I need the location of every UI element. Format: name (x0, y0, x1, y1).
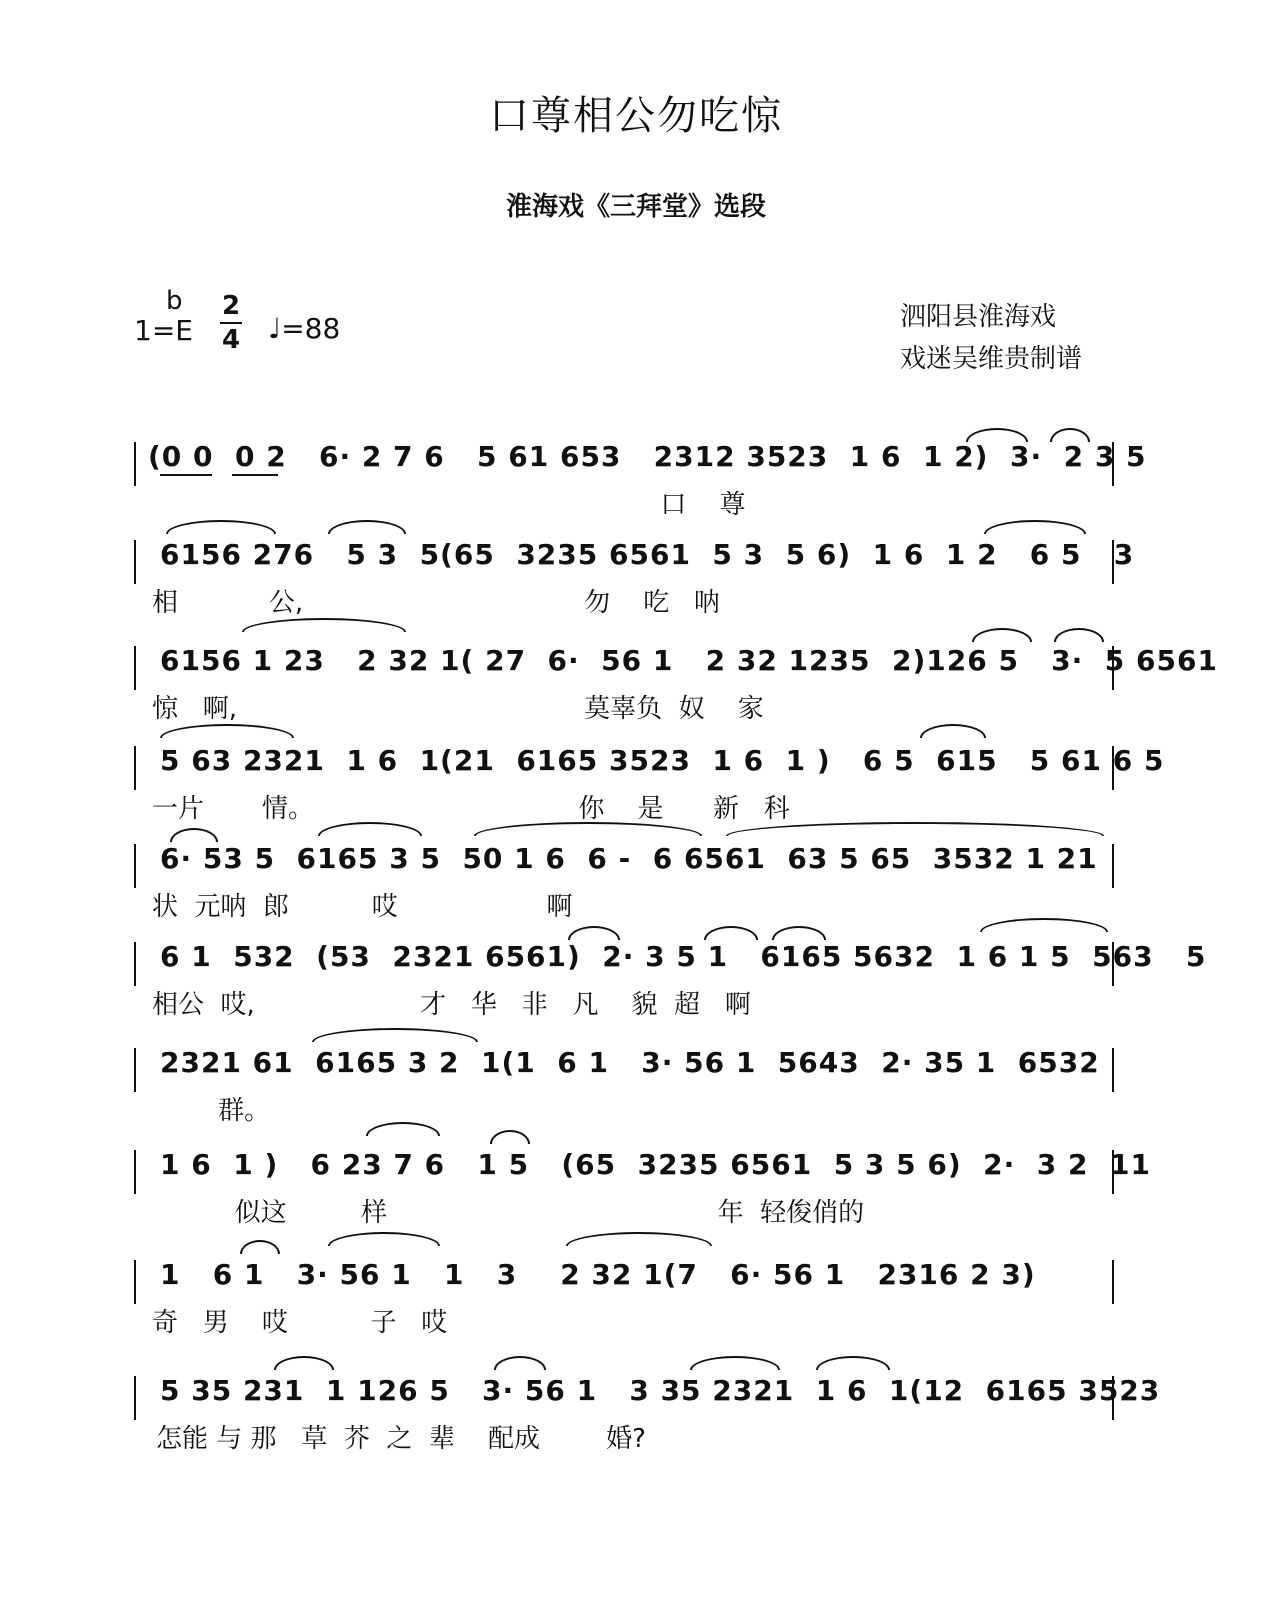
row-notes: 1 6 1 ) 6 23 7 6 1 5 (65 3235 6561 5 3 5 6) 2· 3 2 11 (160, 1148, 1151, 1181)
slur-mark (1054, 628, 1104, 642)
slur-mark (166, 520, 276, 534)
slur-mark (170, 828, 218, 842)
row-lyrics: 口 尊 (148, 490, 746, 520)
row-notes: 6156 276 5 3 5(65 3235 6561 5 3 5 6) 1 6 1 2 6 5 3 (160, 538, 1135, 571)
slur-mark (984, 520, 1086, 534)
slur-mark (366, 1122, 440, 1136)
barline (134, 442, 136, 486)
slur-mark (772, 926, 826, 940)
slur-mark (328, 1232, 440, 1246)
row-lyrics: 惊 啊, 莫辜负 奴 家 (152, 694, 764, 724)
row-lyrics: 一片 情。 你 是 新 科 (152, 794, 790, 824)
row-notes: 6 1 532 (53 2321 6561) 2· 3 5 1 6165 5632 1 6 1 5 563 5 (160, 940, 1207, 973)
tempo-marking: ♩=88 (268, 312, 341, 345)
slur-mark (1050, 428, 1090, 442)
time-signature-top: 2 (221, 291, 241, 321)
slur-mark (920, 724, 986, 738)
key-signature: 1=E (134, 314, 193, 347)
time-signature-line (220, 322, 242, 324)
row-lyrics: 似这 样 年 轻俊俏的 (152, 1198, 865, 1228)
slur-mark (490, 1130, 530, 1144)
score-title: 口尊相公勿吃惊 (489, 93, 783, 139)
key-flat-sign: b (166, 286, 183, 316)
barline (1112, 942, 1114, 986)
slur-mark (690, 1356, 780, 1370)
slur-mark (240, 1240, 280, 1254)
slur-mark (972, 628, 1032, 642)
slur-mark (274, 1356, 334, 1370)
slur-mark (704, 926, 758, 940)
note-underline (232, 474, 278, 476)
row-lyrics: 状 元呐 郎 哎 啊 (152, 892, 573, 922)
barline (134, 844, 136, 888)
slur-mark (816, 1356, 890, 1370)
barline (1112, 1048, 1114, 1092)
time-signature (220, 292, 242, 354)
slur-mark (566, 1232, 712, 1246)
row-notes: 5 35 231 1 126 5 3· 56 1 3 35 2321 1 6 1(12 6165 3523 (160, 1374, 1161, 1407)
credit-arranger: 戏迷吴维贵制谱 (900, 344, 1083, 374)
row-notes: 1 6 1 3· 56 1 1 3 2 32 1(7 6· 56 1 2316 2 3) (160, 1258, 1036, 1291)
barline (1112, 844, 1114, 888)
score-subtitle: 淮海戏《三拜堂》选段 (505, 192, 766, 222)
row-notes: 2321 61 6165 3 2 1(1 6 1 3· 56 1 5643 2· 35 1 6532 (160, 1046, 1100, 1079)
barline (134, 746, 136, 790)
barline (134, 1150, 136, 1194)
barline (1112, 646, 1114, 690)
barline (1112, 540, 1114, 584)
row-lyrics: 怎能 与 那 草 芥 之 辈 配成 婚? (156, 1424, 646, 1454)
slur-mark (328, 520, 406, 534)
barline (1112, 442, 1114, 486)
row-lyrics: 奇 男 哎 子 哎 (152, 1308, 448, 1338)
barline (134, 1376, 136, 1420)
barline (134, 540, 136, 584)
barline (1112, 1150, 1114, 1194)
credit-troupe: 泗阳县淮海戏 (900, 302, 1057, 332)
row-notes: 6156 1 23 2 32 1( 27 6· 56 1 2 32 1235 2)126 5 3· 5 6561 (160, 644, 1218, 677)
barline (134, 942, 136, 986)
barline (1112, 1376, 1114, 1420)
slur-mark (980, 918, 1108, 932)
slur-mark (160, 724, 294, 738)
barline (134, 1260, 136, 1304)
row-lyrics: 相 公, 勿 吃 呐 (152, 588, 721, 618)
row-lyrics: 相公 哎, 才 华 非 凡 貌 超 啊 (152, 990, 751, 1020)
row-notes: 5 63 2321 1 6 1(21 6165 3523 1 6 1 ) 6 5 615 5 61 6 5 (160, 744, 1165, 777)
note-underline (160, 474, 212, 476)
barline (1112, 746, 1114, 790)
barline (134, 1048, 136, 1092)
slur-mark (494, 1356, 546, 1370)
slur-mark (312, 1028, 478, 1042)
row-notes: 6· 53 5 6165 3 5 50 1 6 6 - 6 6561 63 5 65 3532 1 21 (160, 842, 1098, 875)
barline (1112, 1260, 1114, 1304)
row-lyrics: 群。 (152, 1096, 271, 1126)
slur-mark (966, 428, 1028, 442)
slur-mark (242, 618, 406, 632)
row-notes: (0 0 0 2 6· 2 7 6 5 61 653 2312 3523 1 6 1 2) 3· 2 3 5 (148, 440, 1147, 473)
barline (134, 646, 136, 690)
time-signature-bottom: 4 (221, 325, 241, 355)
slur-mark (568, 926, 620, 940)
